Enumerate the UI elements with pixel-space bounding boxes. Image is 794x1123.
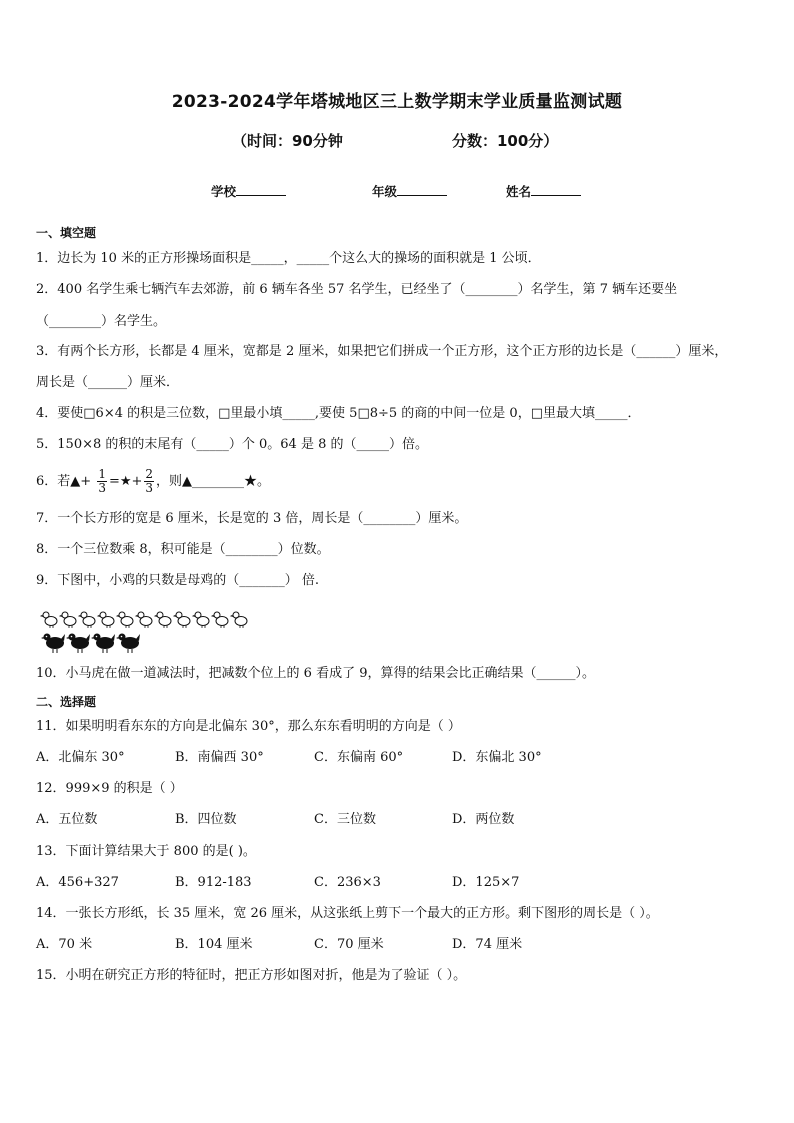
question-11: 11．如果明明看东东的方向是北偏东 30°，那么东东看明明的方向是（ ）: [36, 719, 461, 734]
q14-option-d[interactable]: D．74 厘米: [452, 937, 523, 952]
hens-row: [41, 634, 140, 654]
chick-icon: [136, 612, 152, 628]
question-15: 15．小明在研究正方形的特征时，把正方形如图对折，他是为了验证（ ）。: [36, 968, 467, 983]
q13-option-a[interactable]: A．456+327: [36, 875, 119, 890]
fraction-denominator: 3: [98, 481, 106, 495]
grade-field: [372, 182, 447, 200]
question-6: [36, 464, 270, 500]
question-7: 7．一个长方形的宽是 6 厘米，长是宽的 3 倍，周长是（________）厘米。: [36, 511, 468, 526]
question-10: 10．小马虎在做一道减法时，把减数个位上的 6 看成了 9，算得的结果会比正确结果（______）。: [36, 666, 595, 681]
chick-icon: [117, 612, 133, 628]
chick-icon: [174, 612, 190, 628]
school-blank[interactable]: [236, 184, 286, 196]
q12-option-b[interactable]: B．四位数: [175, 812, 237, 827]
q14-option-b[interactable]: B．104 厘米: [175, 937, 253, 952]
section-fill-title: 一、填空题: [36, 226, 97, 240]
grade-blank[interactable]: [397, 184, 447, 196]
q11-option-b[interactable]: B．南偏西 30°: [175, 750, 264, 765]
fraction-denominator: 3: [145, 481, 154, 495]
q11-option-c[interactable]: C．东偏南 60°: [314, 750, 404, 765]
fraction-two-thirds: [144, 468, 154, 495]
name-blank[interactable]: [531, 184, 581, 196]
question-13: 13．下面计算结果大于 800 的是( )。: [36, 844, 256, 859]
hen-icon: [66, 634, 90, 654]
exam-time: （时间：90分钟: [232, 132, 343, 150]
fraction-one-third: [97, 468, 107, 495]
page-title: 2023-2024学年塔城地区三上数学期末学业质量监测试题: [171, 92, 623, 112]
question-2-line1: 2．400 名学生乘七辆汽车去郊游，前 6 辆车各坐 57 名学生，已经坐了（________）名学生，第 7 辆车还要坐: [36, 282, 678, 297]
fraction-numerator: 1: [98, 467, 106, 481]
question-5: 5．150×8 的积的末尾有（_____）个 0。64 是 8 的（_____）倍。: [36, 437, 428, 452]
question-14: 14．一张长方形纸，长 35 厘米，宽 26 厘米，从这张纸上剪下一个最大的正方形。剩下图形的周长是（ ）。: [36, 906, 659, 921]
hen-icon: [91, 634, 115, 654]
q14-option-c[interactable]: C．70 厘米: [314, 937, 384, 952]
chick-icon: [155, 612, 171, 628]
q12-option-c[interactable]: C．三位数: [314, 812, 376, 827]
q6-prefix: 6．若▲+: [36, 474, 92, 489]
question-3-line2: 周长是（______）厘米．: [36, 375, 180, 390]
q13-option-b[interactable]: B．912-183: [175, 875, 252, 890]
question-3-line1: 3．有两个长方形，长都是 4 厘米，宽都是 2 厘米，如果把它们拼成一个正方形，这个正方形的边长是（______）厘米，: [36, 344, 728, 359]
chick-icon: [193, 612, 209, 628]
question-2-line2: （________）名学生。: [36, 314, 167, 329]
chick-icon: [231, 612, 247, 628]
school-field: [211, 182, 286, 200]
q6-middle: =★+: [108, 474, 143, 489]
section-choice-title: 二、选择题: [36, 695, 97, 709]
chick-icon: [60, 612, 76, 628]
q13-option-d[interactable]: D．125×7: [452, 875, 520, 890]
question-12: 12．999×9 的积是（ ）: [36, 781, 183, 796]
question-1: 1．边长为 10 米的正方形操场面积是_____，_____个这么大的操场的面积就是 1 公顷．: [36, 251, 541, 266]
school-label: 学校: [211, 184, 237, 199]
question-9: 9．下图中，小鸡的只数是母鸡的（_______） 倍.: [36, 573, 320, 588]
exam-score: 分数：100分）: [452, 132, 559, 150]
chick-icon: [98, 612, 114, 628]
chicks-and-hens-figure: [40, 608, 270, 656]
chick-icon: [41, 612, 57, 628]
q13-option-c[interactable]: C．236×3: [314, 875, 381, 890]
q12-option-d[interactable]: D．两位数: [452, 812, 515, 827]
grade-label: 年级: [372, 184, 398, 199]
name-label: 姓名: [506, 184, 532, 199]
fraction-numerator: 2: [145, 467, 154, 481]
q6-suffix: ，则▲________★。: [156, 474, 271, 489]
name-field: [506, 182, 581, 200]
q11-option-d[interactable]: D．东偏北 30°: [452, 750, 542, 765]
chick-icon: [79, 612, 95, 628]
hen-icon: [116, 634, 140, 654]
chick-icon: [212, 612, 228, 628]
chicks-row: [41, 612, 247, 628]
question-8: 8．一个三位数乘 8，积可能是（________）位数。: [36, 542, 330, 557]
q11-option-a[interactable]: A．北偏东 30°: [36, 750, 125, 765]
q14-option-a[interactable]: A．70 米: [36, 937, 93, 952]
hen-icon: [41, 634, 65, 654]
question-4: 4．要使□6×4 的积是三位数，□里最小填_____,要使 5□8÷5 的商的中间一位是 0，□里最大填_____．: [36, 406, 641, 421]
q12-option-a[interactable]: A．五位数: [36, 812, 98, 827]
